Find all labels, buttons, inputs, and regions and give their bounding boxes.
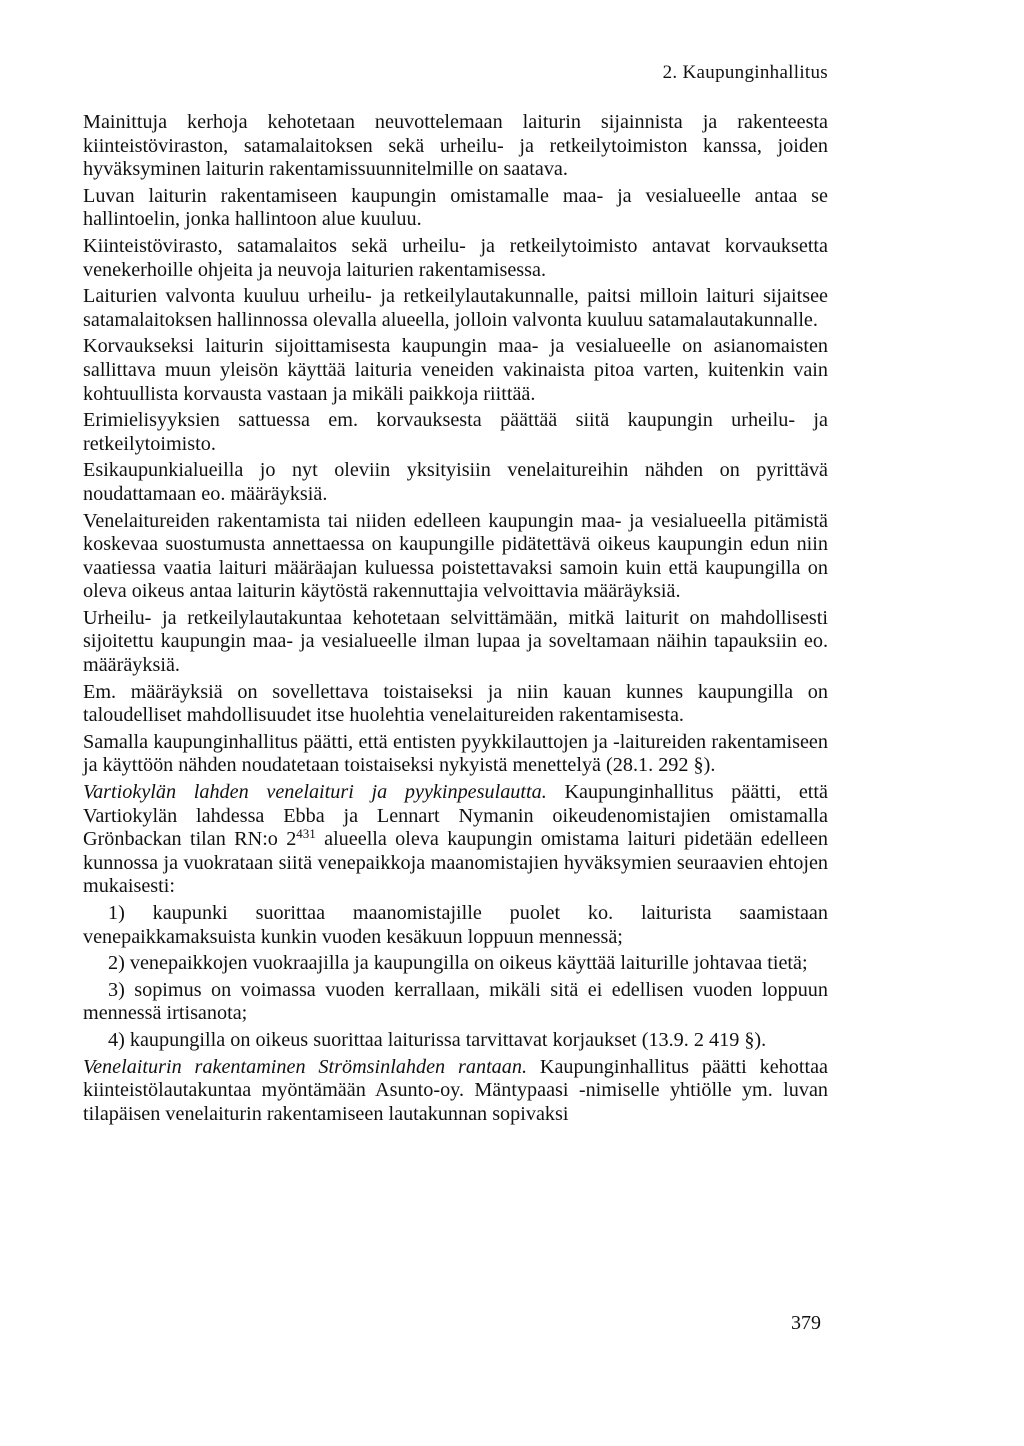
- paragraph: Korvaukseksi laiturin sijoittamisesta kaupungin maa- ja vesialueelle on asianomaisten sallittava muun yleisön käyttää laituria veneiden vakinaista pitoa varten, kuitenkin vain kohtuullista korvausta vastaan ja mikäli paikkoja riittää.: [83, 335, 828, 405]
- section-text: alueella oleva kaupungin omistama laituri pidetään edelleen kunnossa ja vuokrataan siitä venepaikkoja maanomistajien hyväksymien seuraavien ehtojen mukaisesti:: [83, 828, 828, 898]
- list-item: 4) kaupungilla on oikeus suorittaa laiturissa tarvittavat korjaukset (13.9. 2 419 §).: [108, 1028, 767, 1051]
- paragraph: Em. määräyksiä on sovellettava toistaiseksi ja niin kauan kunnes kaupungilla on taloudelliset mahdollisuudet itse huolehtia venelaitureiden rakentamisesta.: [83, 680, 828, 727]
- section-vartiokyla-intro: [83, 781, 828, 899]
- page-number: 379: [791, 1312, 821, 1334]
- running-header: 2. Kaupunginhallitus: [662, 62, 828, 83]
- section-heading-vartiokyla: Vartiokylän lahden venelaituri ja pyykinpesulautta.: [83, 781, 547, 804]
- paragraph: Kiinteistövirasto, satamalaitos sekä urheilu- ja retkeilytoimisto antavat korvauksetta venekerhoille ohjeita ja neuvoja laiturien rakentamisessa.: [83, 234, 828, 281]
- list-item: 2) venepaikkojen vuokraajilla ja kaupungilla on oikeus käyttää laiturille johtavaa tietä;: [108, 952, 808, 975]
- superscript-number: 431: [296, 826, 316, 842]
- section-text: Kaupunginhallitus päätti kehottaa kiinteistölautakuntaa myöntämään Asunto-oy. Mäntypaasi -nimiselle yhtiölle ym. luvan tilapäisen venelaiturin rakentamiseen lautakunnan sopivaksi: [83, 1055, 828, 1125]
- paragraph: Mainittuja kerhoja kehotetaan neuvottelemaan laiturin sijainnista ja rakenteesta kiinteistöviraston, satamalaitoksen sekä urheilu- ja retkeilytoimiston kanssa, joiden hyväksyminen laiturin rakentamissuunnitelmille on saatava.: [83, 111, 828, 181]
- paragraph: Erimielisyyksien sattuessa em. korvauksesta päättää siitä kaupungin urheilu- ja retkeilytoimisto.: [83, 409, 828, 455]
- paragraph: Venelaitureiden rakentamista tai niiden edelleen kaupungin maa- ja vesialueella pitämistä koskevaa suostumusta annettaessa on kaupungille pidätettävä oikeus kaupungin edun niin vaatiessa vaatia laituri määräajan kuluessa poistettavaksi samoin kuin että kaupungilla on oleva oikeus antaa laiturin käytöstä rakennuttajia velvoittavia määräyksiä.: [83, 509, 828, 603]
- paragraph: Luvan laiturin rakentamiseen kaupungin omistamalle maa- ja vesialueelle antaa se hallintoelin, jonka hallintoon alue kuuluu.: [83, 184, 828, 231]
- paragraph: Urheilu- ja retkeilylautakuntaa kehotetaan selvittämään, mitkä laiturit on mahdollisesti sijoitettu kaupungin maa- ja vesialueelle ilman lupaa ja soveltamaan näihin tapauksiin eo. määräyksiä.: [83, 606, 828, 677]
- list-item: 1) kaupunki suorittaa maanomistajille puolet ko. laiturista saamistaan venepaikkamaksuista kunkin vuoden kesäkuun loppuun mennessä;: [83, 902, 828, 948]
- section-text: Kaupunginhallitus päätti, että Vartiokylän lahdessa Ebba ja Lennart Nymanin oikeudenomistajien omistamalla Grönbackan tilan RN:o 2: [83, 781, 828, 851]
- paragraph: Laiturien valvonta kuuluu urheilu- ja retkeilylautakunnalle, paitsi milloin laituri sijaitsee satamalaitoksen hallinnossa olevalla alueella, jolloin valvonta kuuluu satamalautakunnalle.: [83, 285, 828, 331]
- paragraph: Samalla kaupunginhallitus päätti, että entisten pyykkilauttojen ja -laitureiden rakentamiseen ja käyttöön nähden noudatetaan toistaiseksi nykyistä menettelyä (28.1. 292 §).: [83, 730, 828, 777]
- section-stromsinlahti: [83, 1056, 828, 1127]
- paragraph: Esikaupunkialueilla jo nyt oleviin yksityisiin venelaitureihin nähden on pyrittävä noudattamaan eo. määräyksiä.: [83, 459, 828, 505]
- section-heading-stromsinlahti: Venelaiturin rakentaminen Strömsinlahden rantaan.: [83, 1055, 528, 1078]
- list-item: 3) sopimus on voimassa vuoden kerrallaan, mikäli sitä ei edellisen vuoden loppuun mennessä irtisanota;: [83, 978, 828, 1025]
- body-text: [83, 111, 828, 1129]
